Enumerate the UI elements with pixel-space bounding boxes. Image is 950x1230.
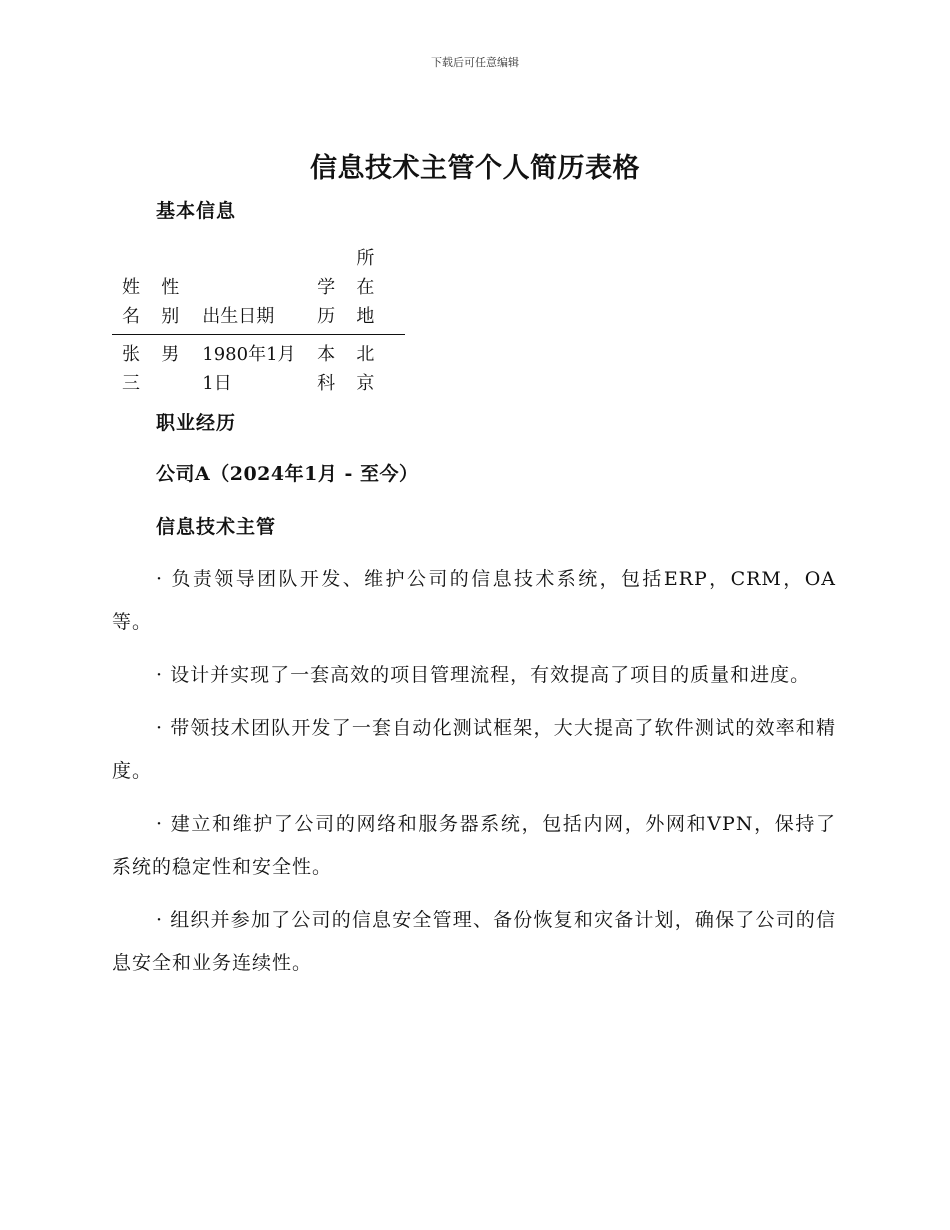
company-line: 公司A（2024年1月 - 至今） — [156, 463, 419, 485]
column-header-location: 所在地 — [356, 244, 405, 335]
experience-heading: 职业经历 — [156, 412, 237, 434]
cell-gender: 男 — [161, 344, 180, 365]
column-header-education: 学历 — [317, 244, 356, 335]
responsibility-list — [112, 558, 836, 995]
cell-name: 张三 — [122, 344, 140, 394]
document-title: 信息技术主管个人简历表格 — [310, 153, 640, 184]
list-item: · 组织并参加了公司的信息安全管理、备份恢复和灾备计划，确保了公司的信息安全和业务连续性。 — [112, 909, 836, 974]
table-header-row — [112, 244, 405, 335]
column-header-gender: 性别 — [161, 244, 202, 335]
column-header-birthdate: 出生日期 — [202, 244, 317, 335]
cell-education: 本科 — [317, 344, 336, 394]
list-item: · 负责领导团队开发、维护公司的信息技术系统，包括ERP，CRM，OA等。 — [112, 568, 836, 633]
table-row — [112, 335, 405, 399]
basic-info-heading: 基本信息 — [156, 200, 237, 222]
cell-location: 北京 — [356, 344, 375, 394]
page-header-note: 下载后可任意编辑 — [431, 56, 519, 69]
cell-birthdate: 1980年1月1日 — [202, 344, 296, 394]
list-item: · 带领技术团队开发了一套自动化测试框架，大大提高了软件测试的效率和精度。 — [112, 717, 836, 782]
list-item: · 建立和维护了公司的网络和服务器系统，包括内网，外网和VPN，保持了系统的稳定性和安全性。 — [112, 813, 836, 878]
list-item: · 设计并实现了一套高效的项目管理流程，有效提高了项目的质量和进度。 — [156, 664, 811, 686]
position-title: 信息技术主管 — [156, 516, 277, 538]
column-header-name: 姓名 — [112, 244, 161, 335]
basic-info-table — [112, 244, 405, 398]
